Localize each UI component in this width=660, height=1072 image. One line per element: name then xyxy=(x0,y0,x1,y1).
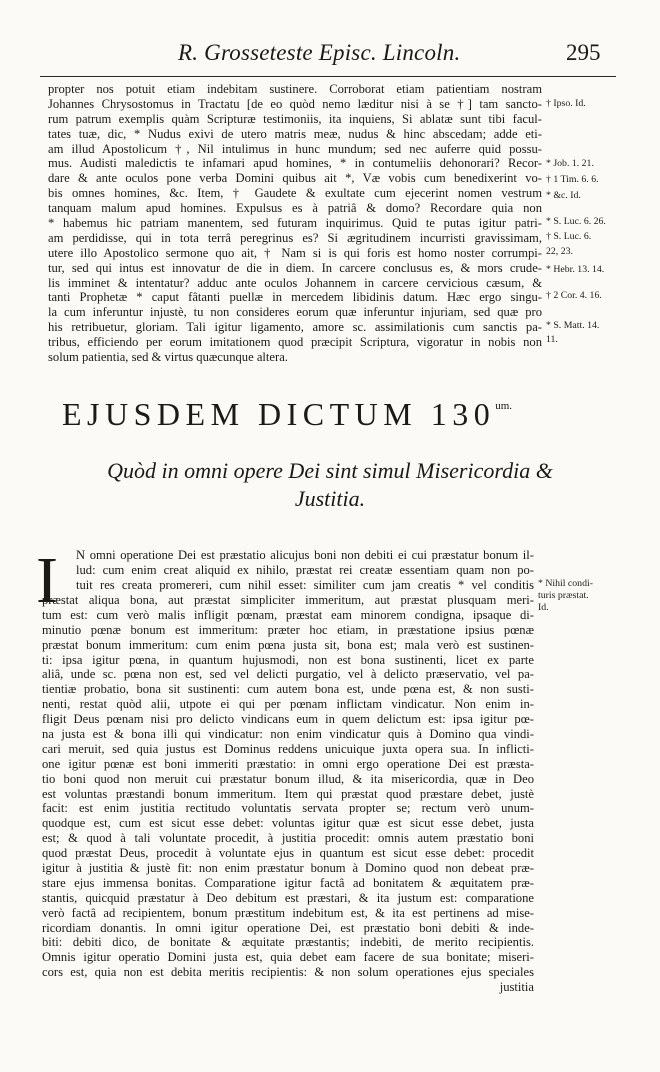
margin-note: † 1 Tim. 6. 6. xyxy=(546,174,599,185)
text-line: tanquam malum apud homines. Expulsus es à patriâ & domo? Recordare quia non xyxy=(48,201,542,216)
text-line: aliâ, unde sc. pœna non est, sed vel delicti purgatio, vel à delicto præservatio, vel pa- xyxy=(42,667,534,682)
subtitle-line-2: Justitia. xyxy=(294,486,366,511)
running-header xyxy=(0,40,660,74)
page-number: 295 xyxy=(566,40,601,65)
margin-note: * &c. Id. xyxy=(546,190,581,201)
text-line: facit: est enim justitia rectitudo voluntatis servata propter se; rectum verò unum- xyxy=(42,801,534,816)
text-line: mus. Audisti maledictis te infamari apud homines, * in contumeliis dehonorari? Recor- xyxy=(48,156,542,171)
text-line: N omni operatione Dei est præstatio alicujus boni non debiti ei cui præstatur bonum il- xyxy=(76,548,534,562)
text-line: tum est: cum verò malis infligit pœnam, præstat eam minorem condigna, ipsaque di- xyxy=(42,607,534,622)
section-heading xyxy=(62,396,622,433)
margin-note: * S. Matt. 14. xyxy=(546,320,600,331)
text-line: minutio pœnæ bonum est immeritum: præter hoc etiam, in præstatione ipsius pœnæ xyxy=(42,622,534,637)
text-line: præstat aliqua bona, aut præstat simpliciter immeritum, aut præstat plusquam meri- xyxy=(42,593,534,607)
text-line: stantis, quicquid præstatur à Deo debitum est præstari, & ita justum est: comparatione xyxy=(42,890,534,905)
text-line: præstat bonum immeritum: cum enim pœna justa sit, bona est; mala verò est sustinen- xyxy=(42,637,534,652)
subtitle-line-1: Quòd in omni opere Dei sint simul Misericordia & xyxy=(107,458,553,483)
text-line: ricordiam donantis. In omni igitur operatione Dei, est præstatio boni debiti & inde- xyxy=(42,920,534,935)
text-line: * habemus hic patriam manentem, sed futuram inquirimus. Quid te putas igitur patri- xyxy=(48,216,542,231)
margin-note: Id. xyxy=(538,602,549,613)
text-line: est voluntas præstandi bonum immeritum. Item qui præstat quod præstare debet, justè xyxy=(42,786,534,801)
text-line: rum patrum exemplis quàm Scripturæ testimoniis, ita inquiens, Si ablatæ sunt tibi facul- xyxy=(48,111,542,126)
text-line: est; & quod à tali voluntate procedit, à justitia procedit: omnis autem præstatio boni xyxy=(42,831,534,846)
text-line: igitur à justitia & justè fit: non enim præstatur bonum à Domino quod non debeat præ- xyxy=(42,861,534,876)
margin-note: * S. Luc. 6. 26. xyxy=(546,216,606,227)
text-line: am perdidisse, qui in tota terrâ peregrinus es? Si ægritudinem incurristi gravissimam, xyxy=(48,230,542,245)
running-title: R. Grosseteste Episc. Lincoln. xyxy=(178,40,461,65)
text-line: tur, sed qui intus est innovatur de die in diem. In carcere conclusus es, & mors crude- xyxy=(48,260,542,275)
text-line: am illud Apostolicum †, Nil intulimus in hunc mundum; sed nec auferre quid possu- xyxy=(48,141,542,156)
text-line: bis omnes homines, &c. Item, † Gaudete & exultate cum ejecerint nomen vestrum xyxy=(48,186,542,201)
text-line: his retribuetur, gloriam. Tali igitur ligamento, amore sc. assimilationis cum sanctis pa- xyxy=(48,320,542,335)
text-line: ti: ipsa igitur pœna, in quantum hujusmodi, non est bona sustinenti, licet ex parte xyxy=(42,652,534,667)
body-margin-notes xyxy=(538,578,638,614)
text-line: verò factâ ad recipientem, bonum præstitum indebitum est, & ita est pertinens ad mise- xyxy=(42,905,534,920)
text-line: quodque est, cum est sicut esse debet: voluntas igitur quæ est sicut esse debet, justa xyxy=(42,816,534,831)
section-heading-superscript: um. xyxy=(495,400,513,412)
text-line: Johannes Chrysostomus in Tractatu [de eo quòd nemo læditur nisi à se †] tam sancto- xyxy=(48,96,542,111)
body-text-block xyxy=(42,593,534,995)
text-line: nenti, restat quòd alii, utpote ei qui per pœnam inflictam vindicatur. Non enim in- xyxy=(42,697,534,712)
header-rule xyxy=(40,76,616,77)
top-text-block xyxy=(48,82,542,365)
margin-note: turis præstat. xyxy=(538,590,589,601)
margin-note: † 2 Cor. 4. 16. xyxy=(546,290,602,301)
text-line: solum patientia, sed & virtus quæcunque altera. xyxy=(48,350,288,365)
text-line: tates tuæ, dic, * Nudus exivi de utero matris meæ, nudus & hinc abscedam; adde eti- xyxy=(48,126,542,141)
text-line: tio boni quod non meruit cui præstatur bonum illud, & ita misericordia, quæ in Deo xyxy=(42,771,534,786)
text-line: biti: debiti dico, de bonitate & æquitate præstantis; indebiti, de merito recipientis. xyxy=(42,935,534,950)
catchword: justitia xyxy=(499,980,534,995)
text-line: cors est, quia non est debita meritis recipientis: & non solum operationes ejus speciales xyxy=(42,965,534,980)
margin-note: * Job. 1. 21. xyxy=(546,158,594,169)
text-line: fligit Deus pœnam nisi pro delicto vindicans eum in quem delictum est: ipsa igitur pœ- xyxy=(42,712,534,727)
drop-initial: I xyxy=(36,544,58,617)
text-line: stare ejus immensa bonitas. Comparatione igitur factâ ad bonitatem & æquitatem præ- xyxy=(42,875,534,890)
body-lines-beside-initial xyxy=(76,548,534,593)
text-line: tribus, efficiendo per eorum imitationem quod præcipit Scriptura, vigoratur in nobis non xyxy=(48,335,542,350)
text-line: tuit res creata promereri, cum nihil esset: similiter cum jam creatis * vel conditis xyxy=(76,577,534,592)
text-line: propter nos potuit etiam indebitam sustinere. Corroborat etiam patientiam nostram xyxy=(48,82,542,96)
text-line: dare & ante oculos pone verba Domini quibus ait *, Væ vobis cum benedixerint vo- xyxy=(48,171,542,186)
text-line: Omnis igitur operatio Domini justa est, quia debet eam facere de sua bonitate; miseri- xyxy=(42,950,534,965)
section-heading-text: EJUSDEM DICTUM 130 xyxy=(62,396,496,432)
text-line: cari meruit, sed quia justus est Dominus reddens unicuique juxta opera sua. In inflicti- xyxy=(42,741,534,756)
text-line: lud: cum enim creat aliquid ex nihilo, præstat rei creatæ essentiam quam non po- xyxy=(76,562,534,577)
text-line: lis imminet & intentatur? adduc ante oculos Johannem in carcere cervicious cæsum, & xyxy=(48,275,542,290)
text-line: one igitur pœnæ est boni immeriti præstatio: in omni ergo operatione Dei est præsta- xyxy=(42,756,534,771)
text-line: quod præstat Deus, procedit à voluntate ejus in quantum est sicut esse debet: procedit xyxy=(42,846,534,861)
text-line: tanti Prophetæ * caput fâtanti puellæ in mercedem libidinis datum. Hæc ergo singu- xyxy=(48,290,542,305)
text-line: utere illo Apostolico sermone quo ait, † Nam si is qui foris est homo noster corrumpi- xyxy=(48,245,542,260)
margin-note: † Ipso. Id. xyxy=(546,98,586,109)
margin-note: * Nihil condi- xyxy=(538,578,593,589)
text-line: la cum inferuntur injustè, tu non consideres eorum quæ inferuntur injuriam, sed quæ pro xyxy=(48,305,542,320)
text-line: tientiæ probatio, bona sit sustinenti: cum autem bona est, unde pœna est, & non susti- xyxy=(42,682,534,697)
margin-note: 11. xyxy=(546,334,558,345)
text-line: na justa est & bona illi qui vindicatur: non enim vindicatur quis à Domino qua vindi- xyxy=(42,727,534,742)
margin-note: 22, 23. xyxy=(546,246,573,257)
margin-note: † S. Luc. 6. xyxy=(546,231,592,242)
margin-note: * Hebr. 13. 14. xyxy=(546,264,605,275)
